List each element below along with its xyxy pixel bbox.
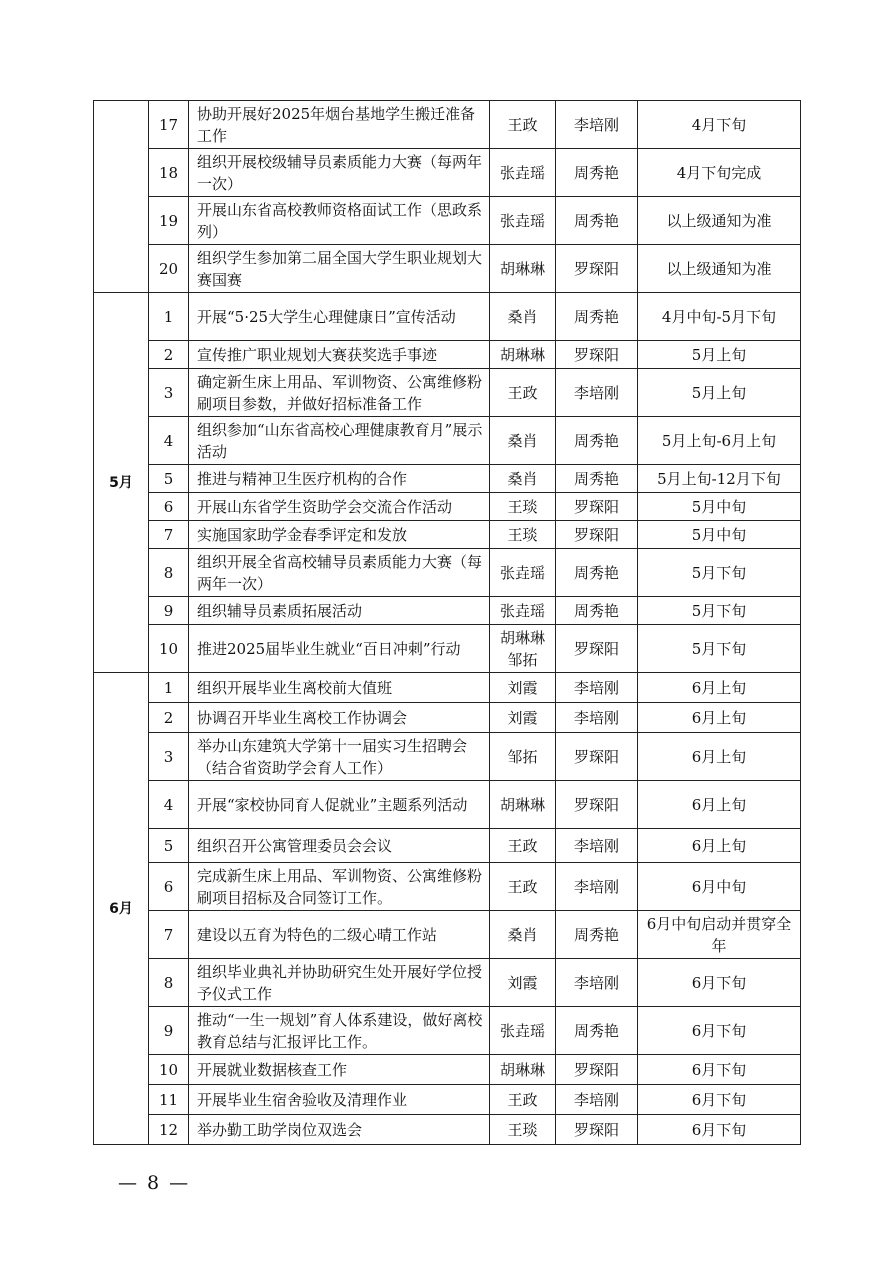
responsible-person-cell: 胡琳琳 xyxy=(490,781,556,829)
row-number-cell: 12 xyxy=(149,1115,189,1145)
responsible-person-cell: 胡琳琳 邹拓 xyxy=(490,625,556,673)
time-cell: 6月下旬 xyxy=(638,1115,801,1145)
row-number-cell: 4 xyxy=(149,781,189,829)
row-number-cell: 6 xyxy=(149,493,189,521)
leader-cell: 罗琛阳 xyxy=(556,245,638,293)
table-row xyxy=(94,673,801,703)
responsible-person-cell: 王琰 xyxy=(490,521,556,549)
row-number-cell: 19 xyxy=(149,197,189,245)
task-cell: 开展山东省学生资助学会交流合作活动 xyxy=(189,493,490,521)
time-cell: 6月下旬 xyxy=(638,959,801,1007)
table-row xyxy=(94,911,801,959)
table-row xyxy=(94,781,801,829)
leader-cell: 周秀艳 xyxy=(556,293,638,341)
row-number-cell: 6 xyxy=(149,863,189,911)
task-cell: 开展山东省高校教师资格面试工作（思政系列） xyxy=(189,197,490,245)
table-row xyxy=(94,703,801,733)
responsible-person-cell: 刘霞 xyxy=(490,673,556,703)
leader-cell: 李培刚 xyxy=(556,829,638,863)
responsible-person-cell: 刘霞 xyxy=(490,959,556,1007)
task-cell: 开展毕业生宿舍验收及清理作业 xyxy=(189,1085,490,1115)
task-cell: 组织开展校级辅导员素质能力大赛（每两年一次） xyxy=(189,149,490,197)
time-cell: 6月下旬 xyxy=(638,1007,801,1055)
responsible-person-cell: 张垚瑶 xyxy=(490,149,556,197)
work-plan-table-body xyxy=(94,101,801,1145)
table-row xyxy=(94,829,801,863)
responsible-person-cell: 桑肖 xyxy=(490,465,556,493)
time-cell: 6月下旬 xyxy=(638,1055,801,1085)
row-number-cell: 3 xyxy=(149,369,189,417)
table-row xyxy=(94,549,801,597)
table-row xyxy=(94,1007,801,1055)
table-row xyxy=(94,1115,801,1145)
row-number-cell: 18 xyxy=(149,149,189,197)
table-row xyxy=(94,417,801,465)
responsible-person-cell: 桑肖 xyxy=(490,911,556,959)
row-number-cell: 10 xyxy=(149,1055,189,1085)
table-row xyxy=(94,149,801,197)
leader-cell: 李培刚 xyxy=(556,1085,638,1115)
time-cell: 4月下旬完成 xyxy=(638,149,801,197)
month-cell: 6月 xyxy=(94,673,149,1145)
table-row xyxy=(94,493,801,521)
leader-cell: 罗琛阳 xyxy=(556,341,638,369)
leader-cell: 罗琛阳 xyxy=(556,781,638,829)
time-cell: 5月下旬 xyxy=(638,625,801,673)
table-row xyxy=(94,465,801,493)
leader-cell: 周秀艳 xyxy=(556,465,638,493)
leader-cell: 周秀艳 xyxy=(556,549,638,597)
responsible-person-cell: 刘霞 xyxy=(490,703,556,733)
table-row xyxy=(94,863,801,911)
responsible-person-cell: 王政 xyxy=(490,1085,556,1115)
time-cell: 5月上旬 xyxy=(638,369,801,417)
time-cell: 5月上旬 xyxy=(638,341,801,369)
leader-cell: 罗琛阳 xyxy=(556,1055,638,1085)
responsible-person-cell: 张垚瑶 xyxy=(490,197,556,245)
row-number-cell: 8 xyxy=(149,959,189,1007)
table-row xyxy=(94,625,801,673)
time-cell: 以上级通知为准 xyxy=(638,197,801,245)
responsible-person-cell: 桑肖 xyxy=(490,293,556,341)
task-cell: 组织学生参加第二届全国大学生职业规划大赛国赛 xyxy=(189,245,490,293)
task-cell: 开展就业数据核查工作 xyxy=(189,1055,490,1085)
task-cell: 举办山东建筑大学第十一届实习生招聘会（结合省资助学会育人工作） xyxy=(189,733,490,781)
row-number-cell: 1 xyxy=(149,293,189,341)
task-cell: 组织开展毕业生离校前大值班 xyxy=(189,673,490,703)
time-cell: 6月上旬 xyxy=(638,829,801,863)
time-cell: 4月中旬-5月下旬 xyxy=(638,293,801,341)
responsible-person-cell: 胡琳琳 xyxy=(490,245,556,293)
responsible-person-cell: 张垚瑶 xyxy=(490,597,556,625)
responsible-person-cell: 王琰 xyxy=(490,493,556,521)
row-number-cell: 11 xyxy=(149,1085,189,1115)
responsible-person-cell: 邹拓 xyxy=(490,733,556,781)
task-cell: 开展“家校协同育人促就业”主题系列活动 xyxy=(189,781,490,829)
leader-cell: 李培刚 xyxy=(556,863,638,911)
task-cell: 宣传推广职业规划大赛获奖选手事迹 xyxy=(189,341,490,369)
table-row xyxy=(94,1055,801,1085)
leader-cell: 罗琛阳 xyxy=(556,493,638,521)
task-cell: 组织毕业典礼并协助研究生处开展好学位授予仪式工作 xyxy=(189,959,490,1007)
work-plan-table xyxy=(93,100,801,1145)
row-number-cell: 17 xyxy=(149,101,189,149)
leader-cell: 周秀艳 xyxy=(556,149,638,197)
time-cell: 6月上旬 xyxy=(638,673,801,703)
task-cell: 协助开展好2025年烟台基地学生搬迁准备工作 xyxy=(189,101,490,149)
responsible-person-cell: 张垚瑶 xyxy=(490,549,556,597)
task-cell: 组织辅导员素质拓展活动 xyxy=(189,597,490,625)
time-cell: 6月中旬 xyxy=(638,863,801,911)
row-number-cell: 9 xyxy=(149,597,189,625)
time-cell: 6月上旬 xyxy=(638,703,801,733)
row-number-cell: 7 xyxy=(149,521,189,549)
responsible-person-cell: 王政 xyxy=(490,369,556,417)
month-cell xyxy=(94,101,149,293)
row-number-cell: 3 xyxy=(149,733,189,781)
page-number: — 8 — xyxy=(118,1172,191,1194)
table-row xyxy=(94,245,801,293)
row-number-cell: 2 xyxy=(149,703,189,733)
responsible-person-cell: 王政 xyxy=(490,101,556,149)
row-number-cell: 2 xyxy=(149,341,189,369)
task-cell: 组织召开公寓管理委员会会议 xyxy=(189,829,490,863)
leader-cell: 罗琛阳 xyxy=(556,625,638,673)
time-cell: 5月上旬-6月上旬 xyxy=(638,417,801,465)
table-row xyxy=(94,101,801,149)
table-row xyxy=(94,733,801,781)
responsible-person-cell: 桑肖 xyxy=(490,417,556,465)
table-row xyxy=(94,597,801,625)
leader-cell: 周秀艳 xyxy=(556,597,638,625)
month-cell: 5月 xyxy=(94,293,149,673)
table-row xyxy=(94,369,801,417)
time-cell: 5月下旬 xyxy=(638,597,801,625)
row-number-cell: 1 xyxy=(149,673,189,703)
leader-cell: 罗琛阳 xyxy=(556,521,638,549)
time-cell: 5月下旬 xyxy=(638,549,801,597)
responsible-person-cell: 张垚瑶 xyxy=(490,1007,556,1055)
time-cell: 6月上旬 xyxy=(638,781,801,829)
task-cell: 组织参加“山东省高校心理健康教育月”展示活动 xyxy=(189,417,490,465)
table-row xyxy=(94,521,801,549)
responsible-person-cell: 王政 xyxy=(490,863,556,911)
responsible-person-cell: 胡琳琳 xyxy=(490,341,556,369)
row-number-cell: 5 xyxy=(149,829,189,863)
row-number-cell: 20 xyxy=(149,245,189,293)
row-number-cell: 4 xyxy=(149,417,189,465)
time-cell: 6月下旬 xyxy=(638,1085,801,1115)
time-cell: 5月上旬-12月下旬 xyxy=(638,465,801,493)
task-cell: 推动“一生一规划”育人体系建设，做好离校教育总结与汇报评比工作。 xyxy=(189,1007,490,1055)
row-number-cell: 5 xyxy=(149,465,189,493)
row-number-cell: 10 xyxy=(149,625,189,673)
leader-cell: 周秀艳 xyxy=(556,197,638,245)
responsible-person-cell: 王琰 xyxy=(490,1115,556,1145)
task-cell: 举办勤工助学岗位双选会 xyxy=(189,1115,490,1145)
task-cell: 完成新生床上用品、军训物资、公寓维修粉刷项目招标及合同签订工作。 xyxy=(189,863,490,911)
leader-cell: 李培刚 xyxy=(556,101,638,149)
table-row xyxy=(94,959,801,1007)
leader-cell: 周秀艳 xyxy=(556,1007,638,1055)
leader-cell: 李培刚 xyxy=(556,703,638,733)
table-row xyxy=(94,197,801,245)
task-cell: 确定新生床上用品、军训物资、公寓维修粉刷项目参数，并做好招标准备工作 xyxy=(189,369,490,417)
leader-cell: 周秀艳 xyxy=(556,417,638,465)
task-cell: 协调召开毕业生离校工作协调会 xyxy=(189,703,490,733)
leader-cell: 李培刚 xyxy=(556,959,638,1007)
leader-cell: 罗琛阳 xyxy=(556,1115,638,1145)
row-number-cell: 7 xyxy=(149,911,189,959)
task-cell: 实施国家助学金春季评定和发放 xyxy=(189,521,490,549)
table-row xyxy=(94,341,801,369)
task-cell: 推进2025届毕业生就业“百日冲刺”行动 xyxy=(189,625,490,673)
row-number-cell: 8 xyxy=(149,549,189,597)
time-cell: 5月中旬 xyxy=(638,493,801,521)
task-cell: 推进与精神卫生医疗机构的合作 xyxy=(189,465,490,493)
leader-cell: 李培刚 xyxy=(556,673,638,703)
row-number-cell: 9 xyxy=(149,1007,189,1055)
time-cell: 6月上旬 xyxy=(638,733,801,781)
time-cell: 5月中旬 xyxy=(638,521,801,549)
task-cell: 开展“5·25大学生心理健康日”宣传活动 xyxy=(189,293,490,341)
responsible-person-cell: 胡琳琳 xyxy=(490,1055,556,1085)
time-cell: 4月下旬 xyxy=(638,101,801,149)
time-cell: 以上级通知为准 xyxy=(638,245,801,293)
responsible-person-cell: 王政 xyxy=(490,829,556,863)
task-cell: 组织开展全省高校辅导员素质能力大赛（每两年一次） xyxy=(189,549,490,597)
leader-cell: 李培刚 xyxy=(556,369,638,417)
time-cell: 6月中旬启动并贯穿全年 xyxy=(638,911,801,959)
leader-cell: 周秀艳 xyxy=(556,911,638,959)
leader-cell: 罗琛阳 xyxy=(556,733,638,781)
table-row xyxy=(94,1085,801,1115)
table-row xyxy=(94,293,801,341)
task-cell: 建设以五育为特色的二级心晴工作站 xyxy=(189,911,490,959)
